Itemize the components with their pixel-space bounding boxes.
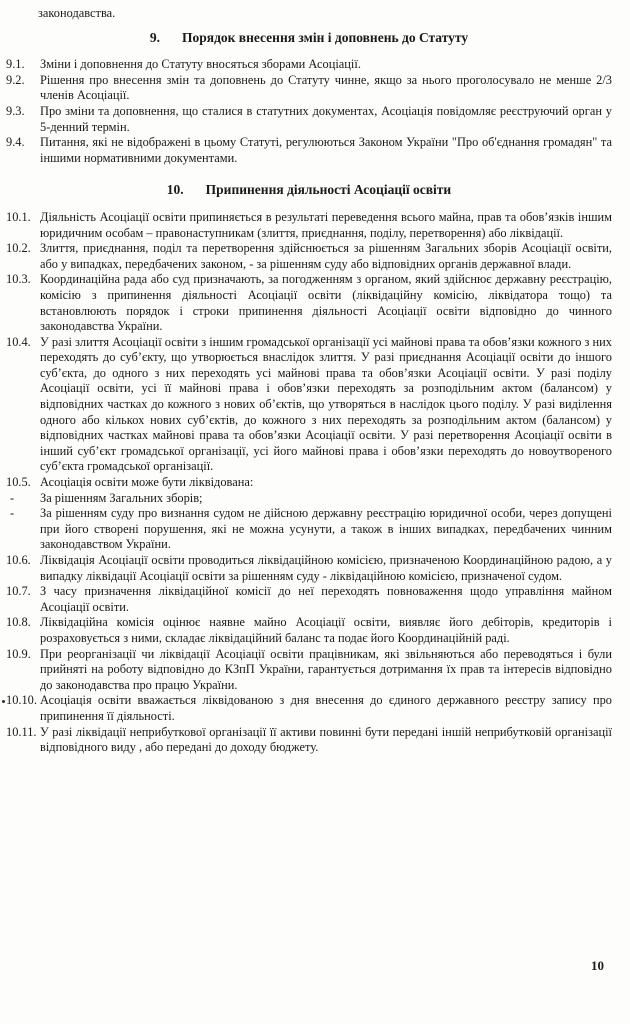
- bullet-text: За рішенням суду про визнання судом не дійсною державну реєстрацію юридичної особи, через допущені при його створені порушення, які не можна усунути, а також в інших випадках, передбачених чинним законодавством України.: [40, 506, 612, 552]
- clause-number: 10.4.: [6, 334, 31, 349]
- section-9-list: [6, 57, 612, 166]
- clause-number: 10.6.: [6, 553, 31, 567]
- clause: [6, 693, 612, 724]
- section-9-number: 9.: [149, 29, 160, 45]
- clause-number: 10.10.: [6, 693, 37, 708]
- bullet-item: [6, 491, 612, 507]
- clause-text: Координаційна рада або суд призначають, за погодженням з органом, який здійснює державну реєстрацію, комісію з припинення діяльності Асоціації освіти (ліквідаційну комісію, ліквідатора тощо) та встановлюють порядок і строки припинення діяльності Асоціації освіти відповідно до чинного законодавства України.: [40, 272, 612, 334]
- bullet-item: [6, 506, 612, 553]
- clause: [6, 73, 612, 104]
- clause: [6, 615, 612, 646]
- clause-text: При реорганізації чи ліквідації Асоціації освіти працівникам, які звільняються або переводяться і були прийняті на роботу відповідно до КЗпП України, гарантується дотримання їх прав та інтересів відповідно до законодавства про працю України.: [40, 646, 612, 692]
- clause-text: Злиття, приєднання, поділ та перетворення здійснюється за рішенням Загальних зборів Асоціації освіти, або у випадках, передбачених законом, - за рішенням суду або відповідних органів державної влади.: [40, 241, 612, 271]
- clause-number: 10.7.: [6, 584, 31, 599]
- clause: [6, 104, 612, 135]
- section-10-heading: [6, 182, 612, 198]
- clause-text: У разі ліквідації неприбуткової організації її активи повинні бути передані іншій неприбутковій організації відповідного виду , або передані до доходу бюджету.: [40, 724, 612, 755]
- clause-number: 10.2.: [6, 241, 31, 256]
- clause-number: 9.4.: [6, 135, 25, 150]
- clause: [6, 241, 612, 272]
- clause-number: 10.1.: [6, 209, 31, 224]
- clause-text: Про зміни та доповнення, що сталися в статутних документах, Асоціація повідомляє реєструючий орган у 5-денний термін.: [40, 103, 612, 134]
- clause-number: 10.3.: [6, 272, 31, 287]
- clause-text: Ліквідаційна комісія оцінює наявне майно Асоціації освіти, виявляє його дебіторів, кредиторів і розраховується з ними, складає ліквідаційний баланс та подає його Координаційній раді.: [40, 615, 612, 645]
- clause-number: 10.11.: [6, 724, 37, 739]
- clause-text: Питання, які не відображені в цьому Статуті, регулюються Законом України "Про об'єднання громадян" та іншими нормативними документами.: [40, 135, 612, 165]
- clause-text: Асоціація освіти вважається ліквідованою з дня внесення до єдиного державного реєстру запису про припинення її діяльності.: [40, 693, 612, 723]
- clause-text: Діяльність Асоціації освіти припиняється в результаті переведення всього майна, прав та обов’язків іншим юридичним особам – правонаступникам (злиття, приєднання, поділу, перетворення) або ліквідації.: [40, 209, 612, 240]
- clause: [6, 272, 612, 334]
- clause: [6, 210, 612, 241]
- margin-mark: [2, 700, 5, 703]
- clause: [6, 335, 612, 475]
- clause-number: 10.8.: [6, 615, 31, 630]
- page-number: 10: [591, 958, 604, 974]
- spacer: [6, 166, 612, 174]
- bullet-dash: -: [10, 506, 15, 521]
- clause: [6, 553, 612, 584]
- bullet-text: За рішенням Загальних зборів;: [40, 490, 203, 505]
- clause-number: 10.9.: [6, 646, 31, 661]
- clause-text: Ліквідація Асоціації освіти проводиться ліквідаційною комісією, призначеною Координаційною радою, а у випадку ліквідації Асоціації освіти за рішенням суду - ліквідаційною комісією, призначеної судом.: [40, 553, 612, 583]
- clause: [6, 647, 612, 694]
- clause-number: 9.3.: [6, 103, 25, 118]
- clause-text: Зміни і доповнення до Статуту вносяться зборами Асоціації.: [40, 57, 361, 72]
- clause: [6, 725, 612, 756]
- section-10-number: 10.: [166, 182, 184, 198]
- clause: [6, 57, 612, 73]
- clause-number: 10.5.: [6, 475, 31, 490]
- clause-number: 9.2.: [6, 72, 25, 87]
- bullet-dash: -: [10, 490, 15, 505]
- continued-text: законодавства.: [38, 6, 116, 20]
- clause: [6, 135, 612, 166]
- clause-number: 9.1.: [6, 57, 25, 72]
- section-10-list: [6, 210, 612, 756]
- section-10-title: Припинення діяльності Асоціації освіти: [205, 182, 452, 198]
- clause-text: Рішення про внесення змін та доповнень до Статуту чинне, якщо за нього проголосувало не менше 2/3 членів Асоціації.: [40, 72, 612, 103]
- clause: [6, 584, 612, 615]
- clause-text: У разі злиття Асоціації освіти з іншим громадської організації усі майнові права та обов’язки кожного з них переходять до суб’єкту, що утворюється внаслідок злиття. У разі приєднання Асоціації освіти до іншого суб’єкта, до одного з них переходять усі майнові права та обов’язки Асоціації освіти. У разі поділу Асоціації освіти, усі її майнові права і обов’язки переходять за розподільним актом (балансом) у відповідних частках до кожного з нових об’єктів, що утворяться в наслідок цього поділу. У разі виділення одного або кількох нових суб’єктів, до кожного з них переходять за розподільним актом (балансом) у відповідних частках майнові права та обов’язки Асоціації освіти. У разі перетворення Асоціації освіти в інший суб’єкт громадської організації, усі його майнові права і обов’язки переходять до новоутвореного суб’єкта громадської організації.: [40, 334, 612, 474]
- clause-text: Асоціація освіти може бути ліквідована:: [40, 475, 254, 490]
- section-9-title: Порядок внесення змін і доповнень до Статуту: [182, 29, 469, 45]
- section-9-heading: [6, 30, 612, 46]
- clause: [6, 475, 612, 491]
- clause-text: З часу призначення ліквідаційної комісії до неї переходять повноваження щодо управління майном Асоціації освіти.: [40, 584, 612, 614]
